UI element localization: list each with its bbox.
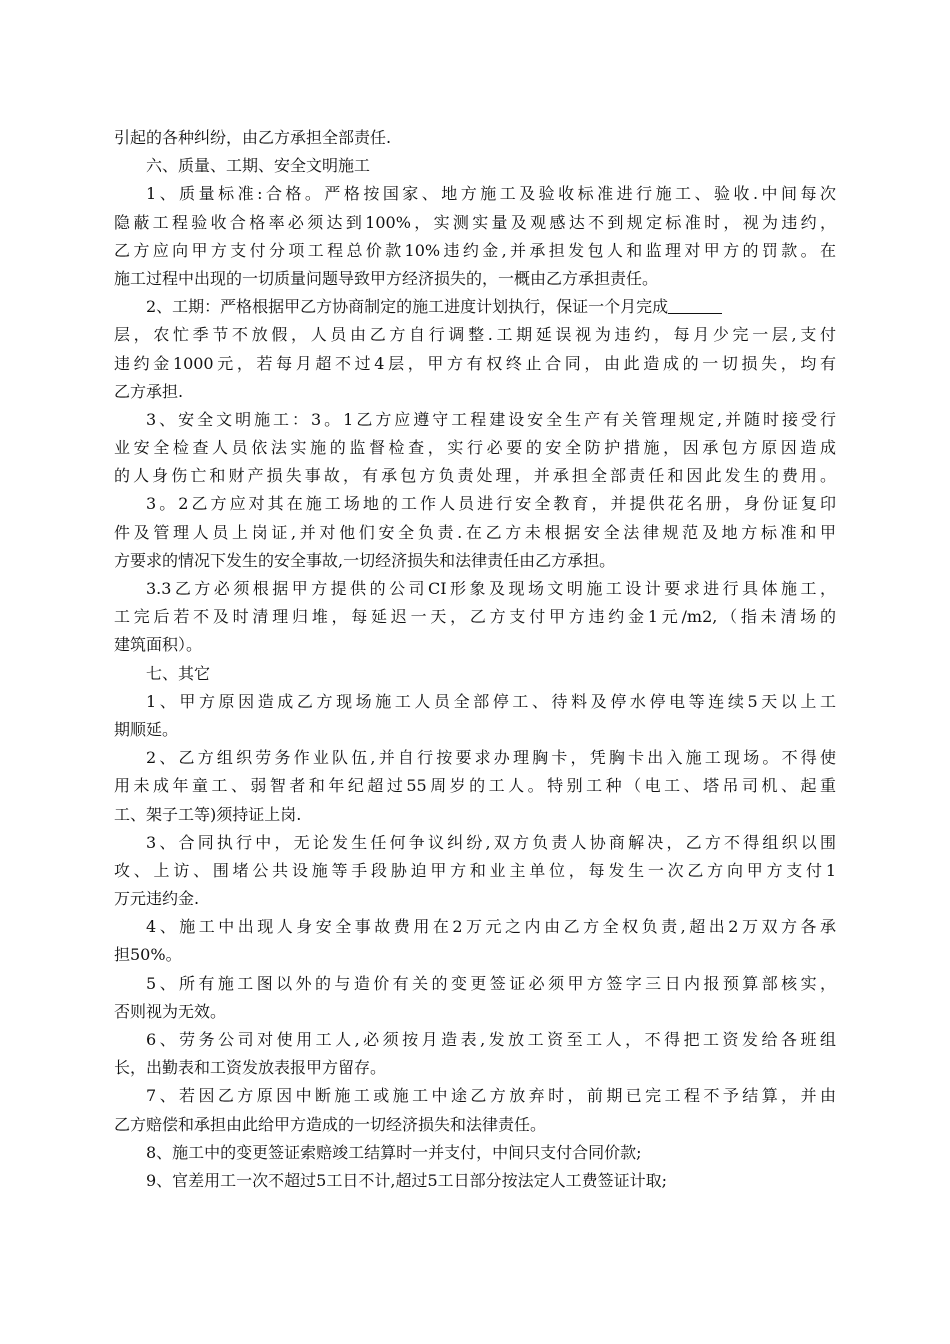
- text-line: [114, 744, 836, 772]
- text-line-content: 2、乙方组织劳务作业队伍,并自行按要求办理胸卡，凭胸卡出入施工现场。不得使: [146, 748, 836, 768]
- fill-in-blank: [668, 297, 722, 314]
- text-line-content: 1、质量标准:合格。严格按国家、地方施工及验收标准进行施工、验收.中间每次: [146, 184, 836, 204]
- text-line: [114, 941, 836, 969]
- text-line: [114, 378, 836, 406]
- text-line: [114, 913, 836, 941]
- text-line: [114, 237, 836, 265]
- text-line-content: 担50%。: [114, 945, 182, 965]
- text-line-content: 7、若因乙方原因中断施工或施工中途乙方放弃时，前期已完工程不予结算，并由: [146, 1086, 836, 1106]
- text-line: [114, 462, 836, 490]
- text-line: [114, 772, 836, 800]
- text-line: [114, 575, 836, 603]
- text-line: [114, 321, 836, 349]
- text-line: [114, 180, 836, 208]
- text-line-content: 9、官差用工一次不超过5工日不计,超过5工日部分按法定人工费签证计取;: [146, 1170, 668, 1190]
- text-line-content: 2、工期：严格根据甲乙方协商制定的施工进度计划执行，保证一个月完成: [146, 297, 669, 317]
- text-line-content: 期顺延。: [114, 719, 179, 739]
- text-line-content: 3、合同执行中，无论发生任何争议纠纷,双方负责人协商解决，乙方不得组织以围: [146, 832, 836, 852]
- text-line: [114, 603, 836, 631]
- text-line-content: 3、安全文明施工：3。1乙方应遵守工程建设安全生产有关管理规定,并随时接受行: [146, 409, 836, 429]
- text-line-content: 件及管理人员上岗证,并对他们安全负责.在乙方未根据安全法律规范及地方标准和甲: [114, 522, 836, 542]
- text-line: [114, 829, 836, 857]
- text-line-content: 业安全检查人员依法实施的监督检查，实行必要的安全防护措施，因承包方原因造成: [114, 438, 836, 458]
- text-line-content: 5、所有施工图以外的与造价有关的变更签证必须甲方签字三日内报预算部核实，: [146, 973, 836, 993]
- text-line-content: 隐蔽工程验收合格率必须达到100%，实测实量及观感达不到规定标准时，视为违约，: [114, 212, 836, 232]
- text-line: [114, 885, 836, 913]
- text-line-content: 万元违约金.: [114, 889, 200, 909]
- text-line: [114, 716, 836, 744]
- text-line-content: 否则视为无效。: [114, 1001, 227, 1021]
- text-line-content: 攻、上访、围堵公共设施等手段胁迫甲方和业主单位，每发生一次乙方向甲方支付1: [114, 860, 836, 880]
- text-line: [114, 519, 836, 547]
- text-line: [114, 293, 836, 321]
- text-line: [114, 152, 836, 180]
- text-line-content: 乙方应向甲方支付分项工程总价款10%违约金,并承担发包人和监理对甲方的罚款。在: [114, 240, 836, 260]
- text-line: [114, 660, 836, 688]
- text-line: [114, 1026, 836, 1054]
- text-line: [114, 857, 836, 885]
- text-line-content: 方要求的情况下发生的安全事故,一切经济损失和法律责任由乙方承担。: [114, 550, 616, 570]
- text-line: [114, 434, 836, 462]
- text-line-content: 1、甲方原因造成乙方现场施工人员全部停工、待料及停水停电等连续5天以上工: [146, 691, 836, 711]
- text-line-content: 3.3乙方必须根据甲方提供的公司CI形象及现场文明施工设计要求进行具体施工，: [146, 579, 836, 598]
- text-line: [114, 490, 836, 518]
- text-line: [114, 801, 836, 829]
- text-line: [114, 998, 836, 1026]
- text-line: [114, 1054, 836, 1082]
- text-line-content: 违约金1000元，若每月超不过4层，甲方有权终止合同，由此造成的一切损失，均有: [114, 353, 836, 373]
- text-line-content: 工、架子工等)须持证上岗.: [114, 804, 302, 824]
- text-line: [114, 350, 836, 378]
- text-line-content: 层，农忙季节不放假，人员由乙方自行调整.工期延误视为违约，每月少完一层,支付: [114, 325, 836, 345]
- text-line-content: 的人身伤亡和财产损失事故，有承包方负责处理，并承担全部责任和因此发生的费用。: [114, 466, 836, 486]
- text-line-content: 6、劳务公司对使用工人,必须按月造表,发放工资至工人，不得把工资发给各班组: [146, 1030, 836, 1049]
- text-line-content: 乙方承担.: [114, 381, 184, 401]
- text-line-content: 工完后若不及时清理归堆，每延迟一天，乙方支付甲方违约金1元/m2,（指未清场的: [114, 607, 836, 627]
- text-line: [114, 124, 836, 152]
- text-line: [114, 547, 836, 575]
- text-line-content: 用未成年童工、弱智者和年纪超过55周岁的工人。特别工种（电工、塔吊司机、起重: [114, 776, 836, 796]
- text-line: [114, 1082, 836, 1110]
- text-line-content: 长，出勤表和工资发放表报甲方留存。: [114, 1058, 387, 1078]
- text-line: [114, 406, 836, 434]
- contract-page: [114, 124, 836, 1195]
- text-line-content: 乙方赔偿和承担由此给甲方造成的一切经济损失和法律责任。: [114, 1114, 547, 1134]
- text-line-content: 建筑面积）。: [114, 635, 203, 655]
- text-line: [114, 265, 836, 293]
- text-line: [114, 688, 836, 716]
- text-line: [114, 970, 836, 998]
- text-line: [114, 1167, 836, 1195]
- text-line-content: 4、施工中出现人身安全事故费用在2万元之内由乙方全权负责,超出2万双方各承: [146, 917, 836, 937]
- text-line-content: 七、其它: [146, 663, 211, 683]
- text-line: [114, 631, 836, 659]
- text-line-content: 3。2乙方应对其在施工场地的工作人员进行安全教育，并提供花名册，身份证复印: [146, 494, 836, 514]
- text-line-content: 8、施工中的变更签证索赔竣工结算时一并支付，中间只支付合同价款;: [146, 1142, 642, 1162]
- contract-body-text: [114, 124, 836, 1195]
- text-line: [114, 1139, 836, 1167]
- text-line-content: 六、质量、工期、安全文明施工: [146, 156, 371, 176]
- text-line: [114, 1111, 836, 1139]
- text-line: [114, 209, 836, 237]
- text-line-content: 施工过程中出现的一切质量问题导致甲方经济损失的，一概由乙方承担责任。: [114, 268, 659, 288]
- text-line-content: 引起的各种纠纷，由乙方承担全部责任.: [114, 128, 392, 147]
